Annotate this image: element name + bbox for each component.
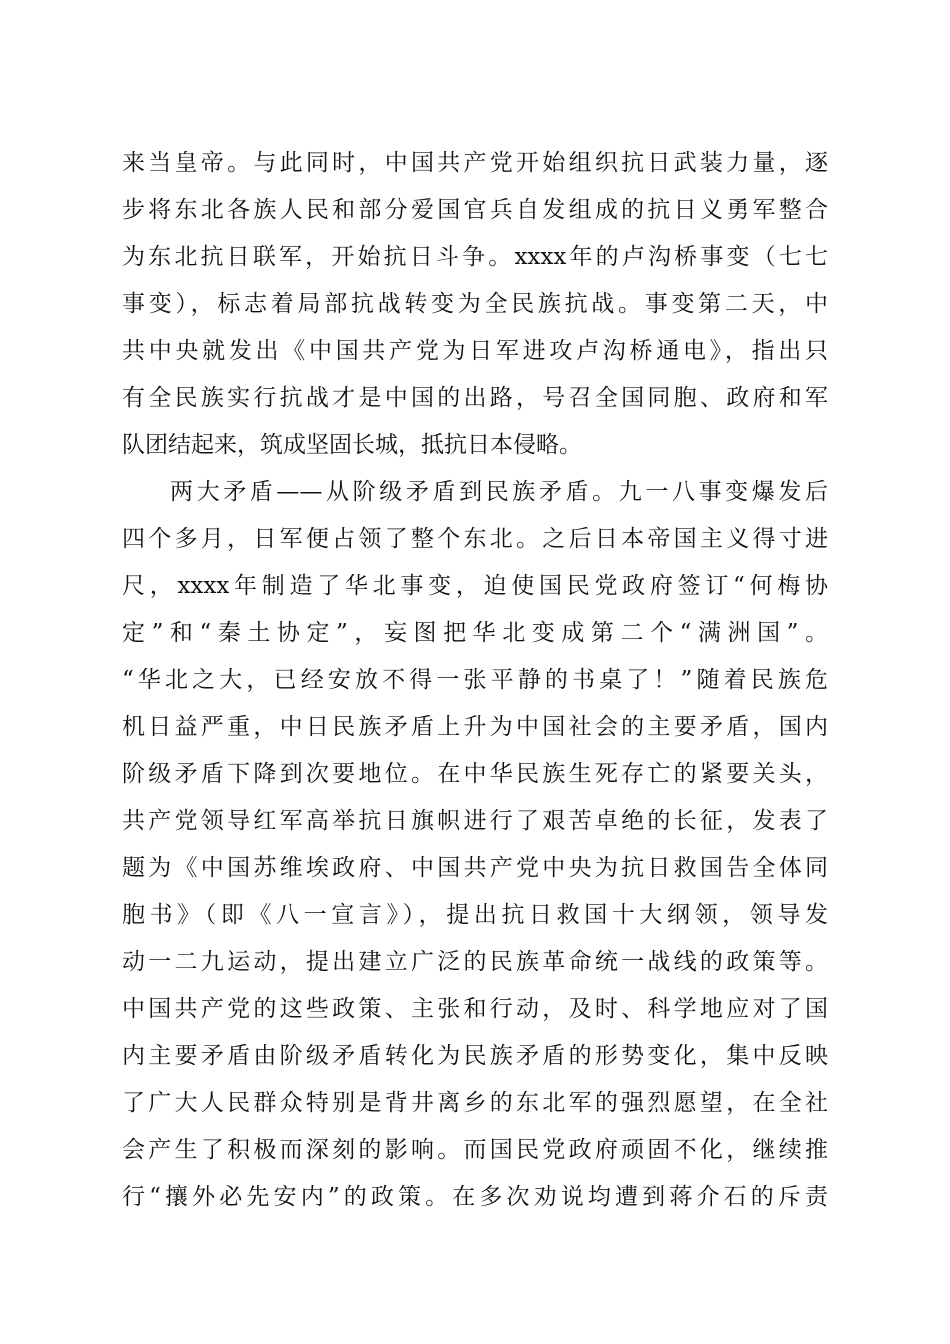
text-line: 定”和“秦土协定”，妄图把华北变成第二个“满洲国”。 [122,620,828,646]
text-line: 尺，xxxx年制造了华北事变，迫使国民党政府签订“何梅协 [122,573,828,599]
text-line: 中国共产党的这些政策、主张和行动，及时、科学地应对了国 [122,996,828,1022]
paragraph-1 [122,140,828,469]
body-text [122,140,828,1221]
text-line: 动一二九运动，提出建立广泛的民族革命统一战线的政策等。 [122,949,828,975]
text-line: 内主要矛盾由阶级矛盾转化为民族矛盾的形势变化，集中反映 [122,1043,828,1069]
text-line: “华北之大，已经安放不得一张平静的书桌了！”随着民族危 [122,667,828,693]
text-line: 为东北抗日联军，开始抗日斗争。xxxx年的卢沟桥事变（七七 [122,244,828,270]
text-line: 行“攘外必先安内”的政策。在多次劝说均遭到蒋介石的斥责 [122,1184,828,1210]
text-line: 会产生了积极而深刻的影响。而国民党政府顽固不化，继续推 [122,1137,828,1163]
text-line: 胞书》（即《八一宣言》），提出抗日救国十大纲领，领导发 [122,902,828,928]
text-line: 共产党领导红军高举抗日旗帜进行了艰苦卓绝的长征，发表了 [122,808,828,834]
text-line: 题为《中国苏维埃政府、中国共产党中央为抗日救国告全体同 [122,855,828,881]
text-line: 四个多月，日军便占领了整个东北。之后日本帝国主义得寸进 [122,526,828,552]
text-line: 两大矛盾——从阶级矛盾到民族矛盾。九一八事变爆发后 [170,479,828,505]
text-line: 共中央就发出《中国共产党为日军进攻卢沟桥通电》，指出只 [122,338,828,364]
text-line: 队团结起来，筑成坚固长城，抵抗日本侵略。 [122,432,582,458]
text-line: 阶级矛盾下降到次要地位。在中华民族生死存亡的紧要关头， [122,761,828,787]
text-line: 来当皇帝。与此同时，中国共产党开始组织抗日武装力量，逐 [122,150,828,176]
text-line: 有全民族实行抗战才是中国的出路，号召全国同胞、政府和军 [122,385,828,411]
text-line: 步将东北各族人民和部分爱国官兵自发组成的抗日义勇军整合 [122,197,828,223]
text-line: 机日益严重，中日民族矛盾上升为中国社会的主要矛盾，国内 [122,714,828,740]
text-line: 了广大人民群众特别是背井离乡的东北军的强烈愿望，在全社 [122,1090,828,1116]
paragraph-2 [122,469,828,1221]
text-line: 事变），标志着局部抗战转变为全民族抗战。事变第二天，中 [122,291,828,317]
